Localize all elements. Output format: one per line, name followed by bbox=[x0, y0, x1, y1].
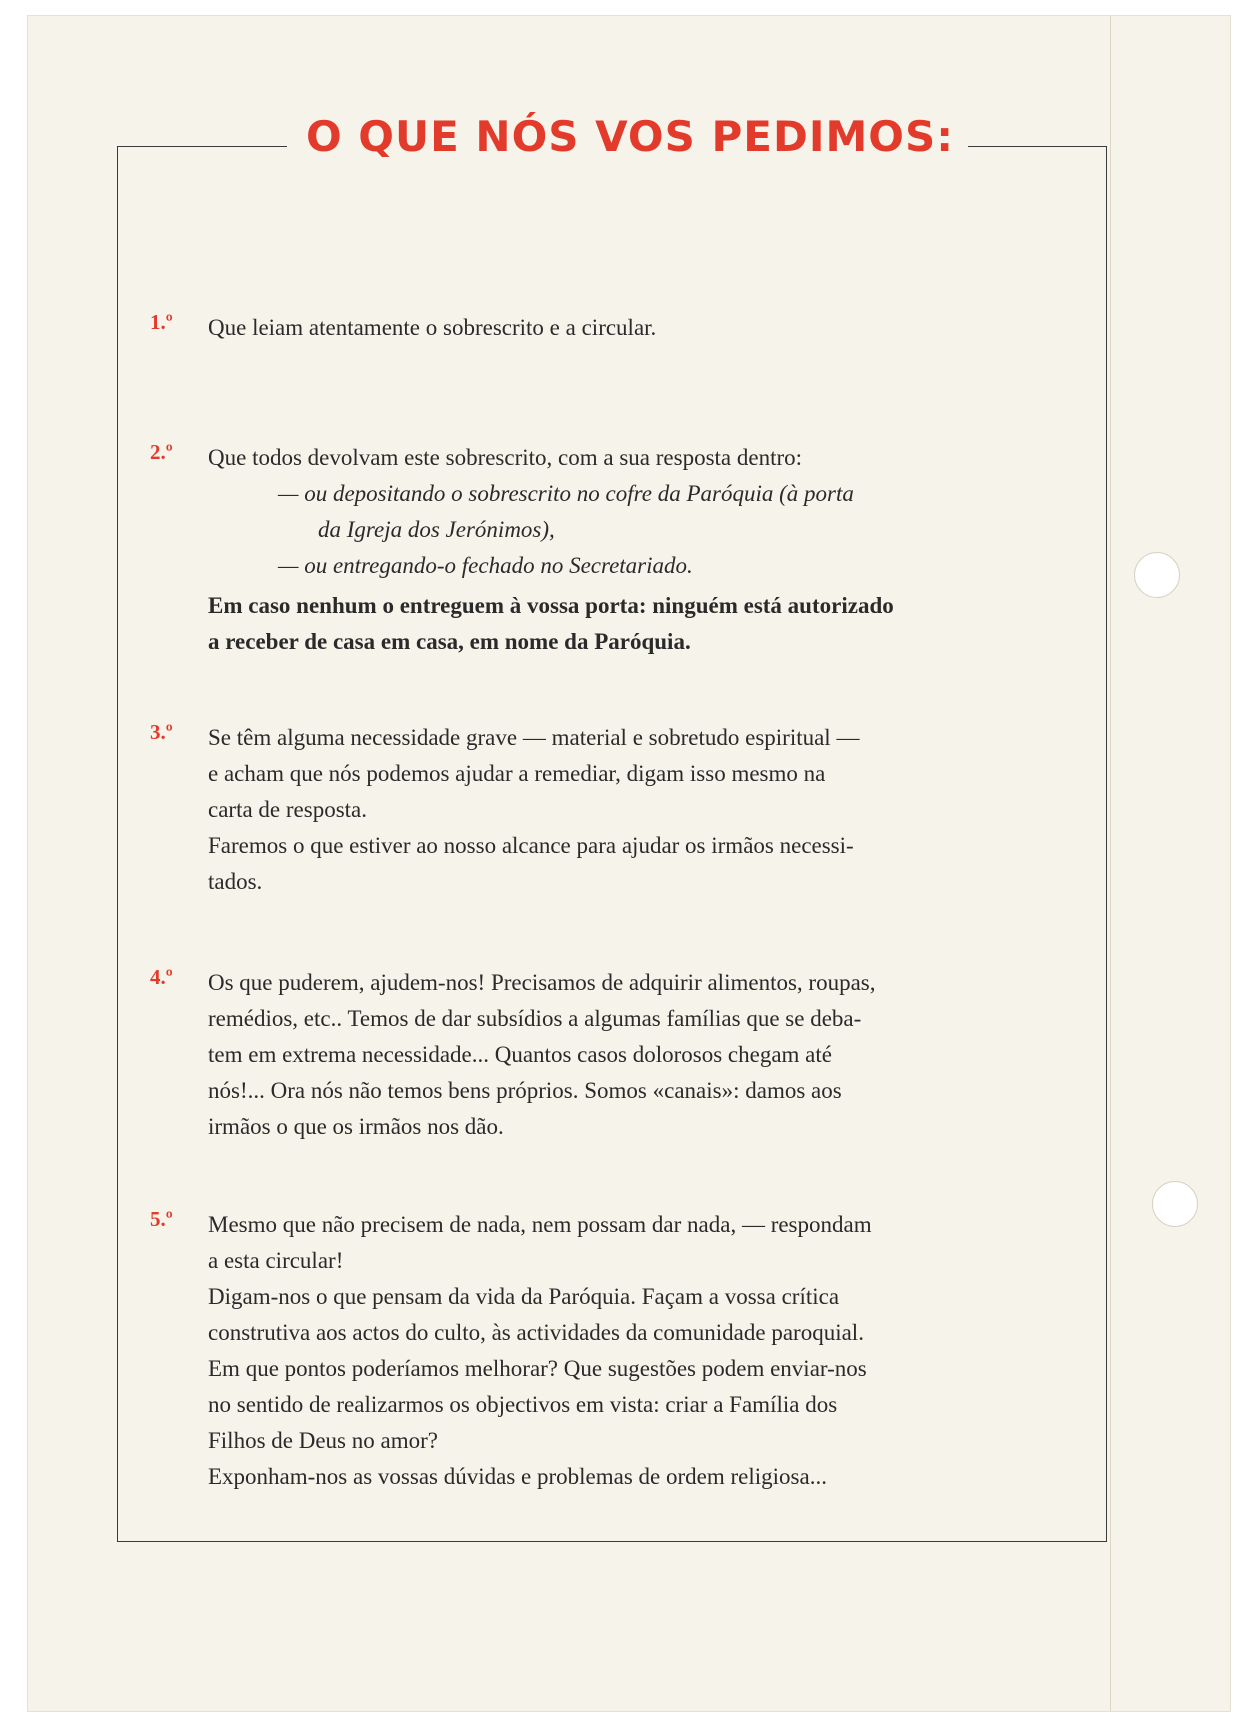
item-text: Digam-nos o que pensam da vida da Paróquia. Façam a vossa crítica bbox=[208, 1284, 840, 1309]
item-text: tem em extrema necessidade... Quantos casos dolorosos chegam até bbox=[208, 1042, 832, 1067]
punch-hole-top bbox=[1134, 552, 1180, 598]
item-number: 4.º bbox=[150, 965, 173, 989]
item-text: Que leiam atentamente o sobrescrito e a circular. bbox=[208, 315, 657, 340]
item-text: Faremos o que estiver ao nosso alcance para ajudar os irmãos necessi- bbox=[208, 833, 854, 858]
item-text: nós!... Ora nós não temos bens próprios. Somos «canais»: damos aos bbox=[208, 1078, 842, 1103]
list-item-5 bbox=[150, 1207, 1070, 1495]
item-text: tados. bbox=[208, 869, 263, 894]
list-item-4 bbox=[150, 965, 1070, 1145]
item-text: Filhos de Deus no amor? bbox=[208, 1428, 438, 1453]
list-item-3 bbox=[150, 720, 1070, 900]
item-text: Mesmo que não precisem de nada, nem possam dar nada, — respondam bbox=[208, 1212, 872, 1237]
item-text: Em que pontos poderíamos melhorar? Que sugestões podem enviar-nos bbox=[208, 1356, 867, 1381]
punch-hole-bottom bbox=[1152, 1181, 1198, 1227]
warning-text: Em caso nenhum o entreguem à vossa porta: ninguém está autorizado bbox=[208, 593, 894, 618]
item-text: e acham que nós podemos ajudar a remediar, digam isso mesmo na bbox=[208, 761, 826, 786]
item-number: 3.º bbox=[150, 720, 173, 744]
item-text: carta de resposta. bbox=[208, 797, 368, 822]
item-text: a esta circular! bbox=[208, 1248, 344, 1273]
item-text: irmãos o que os irmãos nos dão. bbox=[208, 1114, 504, 1139]
item-number: 2.º bbox=[150, 440, 173, 464]
option-cofre: — ou depositando o sobrescrito no cofre da Paróquia (à porta bbox=[278, 481, 854, 506]
item-number: 1.º bbox=[150, 310, 173, 334]
item-text: Exponham-nos as vossas dúvidas e problemas de ordem religiosa... bbox=[208, 1464, 827, 1489]
page-title: O QUE NÓS VOS PEDIMOS: bbox=[0, 112, 1260, 161]
option-secretariado: — ou entregando-o fechado no Secretariado. bbox=[278, 553, 693, 578]
item-text: no sentido de realizarmos os objectivos em vista: criar a Família dos bbox=[208, 1392, 838, 1417]
list-item-1 bbox=[150, 310, 1070, 346]
item-text: Se têm alguma necessidade grave — material e sobretudo espiritual — bbox=[208, 725, 860, 750]
item-intro: Que todos devolvam este sobrescrito, com a sua resposta dentro: bbox=[208, 445, 803, 470]
item-text: construtiva aos actos do culto, às actividades da comunidade paroquial. bbox=[208, 1320, 864, 1345]
warning-text-cont: a receber de casa em casa, em nome da Paróquia. bbox=[208, 629, 691, 654]
item-text: Os que puderem, ajudem-nos! Precisamos de adquirir alimentos, roupas, bbox=[208, 970, 876, 995]
option-cofre-cont: da Igreja dos Jerónimos), bbox=[318, 517, 555, 542]
item-text: remédios, etc.. Temos de dar subsídios a algumas famílias que se deba- bbox=[208, 1006, 862, 1031]
list-item-2 bbox=[150, 440, 1070, 660]
fold-line bbox=[1110, 16, 1111, 1711]
item-number: 5.º bbox=[150, 1207, 173, 1231]
